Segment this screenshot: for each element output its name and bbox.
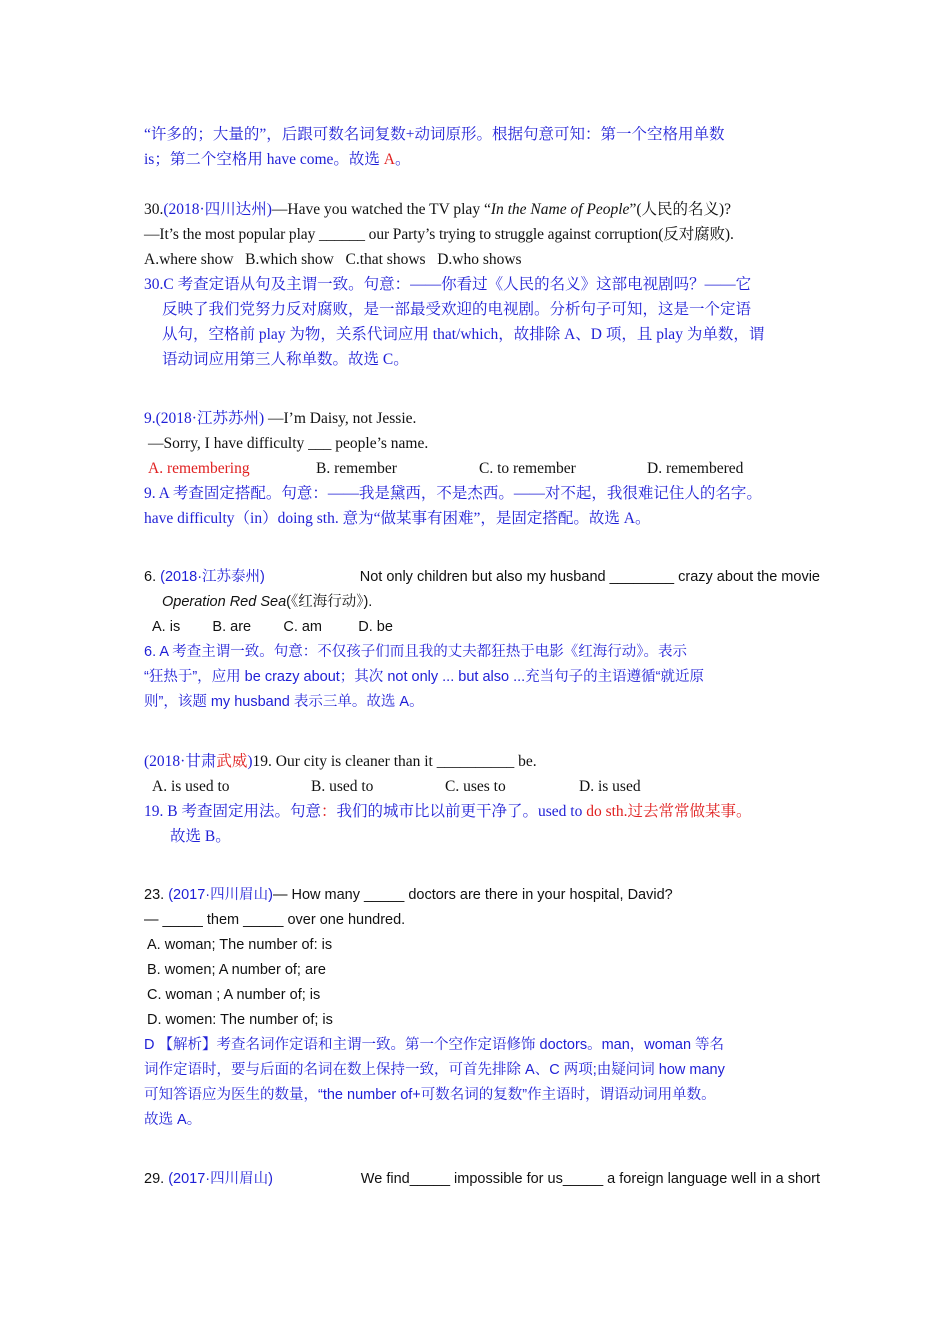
q30-stem-2: —It’s the most popular play ______ our Party’s trying to struggle against corruption(反对腐败).: [144, 226, 734, 243]
q9-answer-1: 9. A 考查固定搭配。句意：——我是黛西，不是杰西。——对不起，我很难记住人的名字。: [144, 485, 762, 502]
spacer: [144, 372, 820, 406]
q19-option-d: D. is used: [579, 778, 641, 795]
intro-line-2: [144, 147, 820, 172]
document-page: [144, 122, 820, 1192]
q6-lead: [144, 565, 265, 590]
q9-source: 9.(2018·江苏苏州): [144, 410, 265, 427]
spacer: [144, 715, 820, 749]
q30-stem-1: [144, 197, 820, 222]
q6-answer-3: 则”，该题 my husband 表示三单。故选 A。: [144, 694, 424, 710]
q29-lead: [144, 1167, 273, 1192]
q23-source: (2017·四川眉山): [168, 887, 273, 903]
q30-answer-1: 30.C 考查定语从句及主谓一致。句意：——你看过《人民的名义》这部电视剧吗？——它: [144, 276, 752, 293]
q6-number: 6.: [144, 569, 161, 585]
q30-number: 30.: [144, 201, 164, 218]
spacer: [144, 531, 820, 565]
q9-option-d: D. remembered: [647, 460, 744, 477]
q9-stem-text: —I’m Daisy, not Jessie.: [264, 410, 417, 427]
q6-stem-1: [144, 565, 820, 590]
q19-option-c: C. uses to: [445, 778, 506, 795]
q19-answer-1: [144, 799, 820, 824]
q29-stem-text: We find_____ impossible for us_____ a foreign language well in a short: [360, 1171, 820, 1187]
intro-answer-letter: A: [383, 151, 395, 168]
q30-title-italic: In the Name of People: [490, 201, 630, 218]
intro-end: 。: [395, 151, 411, 168]
q6-stem-2: [144, 590, 820, 615]
q6-answer-1: 6. A 考查主谓一致。句意：不仅孩子们而且我的丈夫都狂热于电影《红海行动》。表示: [144, 644, 687, 660]
q30-stem-end: ”(人民的名义)?: [629, 201, 732, 218]
q19-stem: [144, 749, 820, 774]
q9-option-a: A. remembering: [148, 460, 250, 477]
q19-source-city: 武威: [216, 753, 248, 770]
q19-answer-text: 19. B 考查固定用法。句意: [144, 803, 321, 820]
spacer: [144, 1133, 820, 1167]
q23-answer-4: 故选 A。: [144, 1112, 202, 1128]
q6-movie-title: Operation Red Sea: [162, 594, 287, 610]
q23-option-a: A. woman; The number of: is: [147, 937, 333, 953]
q29-stem: [144, 1167, 820, 1192]
q23-stem-text: — How many _____ doctors are there in your hospital, David?: [272, 887, 673, 903]
q9-options: [144, 456, 820, 481]
intro-text: is；第二个空格用 have come。故选: [144, 151, 384, 168]
q23-answer-3: 可知答语应为医生的数量，“the number of+可数名词的复数”作主语时，谓语动词用单数。: [144, 1087, 716, 1103]
q9-stem-2: —Sorry, I have difficulty ___ people’s name.: [148, 435, 429, 452]
q9-option-b: B. remember: [316, 460, 397, 477]
q29-source: (2017·四川眉山): [168, 1171, 273, 1187]
q19-source-end: ): [247, 753, 253, 770]
q9-option-c: C. to remember: [479, 460, 576, 477]
q23-option-b: B. women; A number of; are: [147, 962, 326, 978]
q30-answer-3: 从句，空格前 play 为物，关系代词应用 that/which，故排除 A、D 项，且 play 为单数，谓: [162, 326, 765, 343]
q19-answer-meaning: 我们的城市比以前更干净了。used to: [336, 803, 587, 820]
q23-stem-2: — _____ them _____ over one hundred.: [144, 912, 406, 928]
q9-answer-2: have difficulty（in）doing sth. 意为“做某事有困难”，是固定搭配。故选 A。: [144, 510, 651, 527]
q30-answer-4: 语动词应用第三人称单数。故选 C。: [162, 351, 409, 368]
q9-stem-1: [144, 406, 820, 431]
q19-answer-phrase: do sth.过去常常做某事。: [586, 803, 752, 820]
intro-line-1: “许多的；大量的”，后跟可数名词复数+动词原形。根据句意可知：第一个空格用单数: [144, 126, 725, 143]
q19-option-a: A. is used to: [152, 778, 230, 795]
q30-answer-2: 反映了我们党努力反对腐败，是一部最受欢迎的电视剧。分析句子可知，这是一个定语: [162, 301, 752, 318]
q19-answer-2: 故选 B。: [170, 828, 231, 845]
q6-source: (2018·江苏泰州): [160, 569, 265, 585]
q23-option-c: C. woman ; A number of; is: [147, 987, 321, 1003]
q19-option-b: B. used to: [311, 778, 374, 795]
q30-source: (2018·四川达州): [163, 201, 272, 218]
q23-option-d: D. women: The number of; is: [147, 1012, 333, 1028]
q30-stem-text: —Have you watched the TV play “: [271, 201, 491, 218]
spacer: [144, 849, 820, 883]
q19-stem-text: 19. Our city is cleaner than it __________ be.: [252, 753, 537, 770]
q23-number: 23.: [144, 887, 169, 903]
q19-options: [144, 774, 820, 799]
q6-options: A. is B. are C. am D. be: [152, 619, 393, 635]
q6-movie-cn: (《红海行动》).: [286, 594, 373, 610]
q23-stem-1: [144, 883, 820, 908]
q23-answer-2: 词作定语时，要与后面的名词在数上保持一致，可首先排除 A、C 两项;由疑问词 how many: [144, 1062, 725, 1078]
q19-source: (2018·甘肃: [144, 753, 217, 770]
q23-answer-1: D 【解析】考查名词作定语和主谓一致。第一个空作定语修饰 doctors。man，woman 等名: [144, 1037, 725, 1053]
q29-number: 29.: [144, 1171, 169, 1187]
q19-answer-colon: ：: [320, 803, 337, 820]
q6-answer-2: “狂热于”，应用 be crazy about；其次 not only ... but also ...充当句子的主语遵循“就近原: [144, 669, 704, 685]
q30-options: A.where show B.which show C.that shows D.who shows: [144, 251, 522, 268]
spacer: [144, 172, 820, 197]
q6-stem-text: Not only children but also my husband ________ crazy about the movie: [359, 569, 820, 585]
